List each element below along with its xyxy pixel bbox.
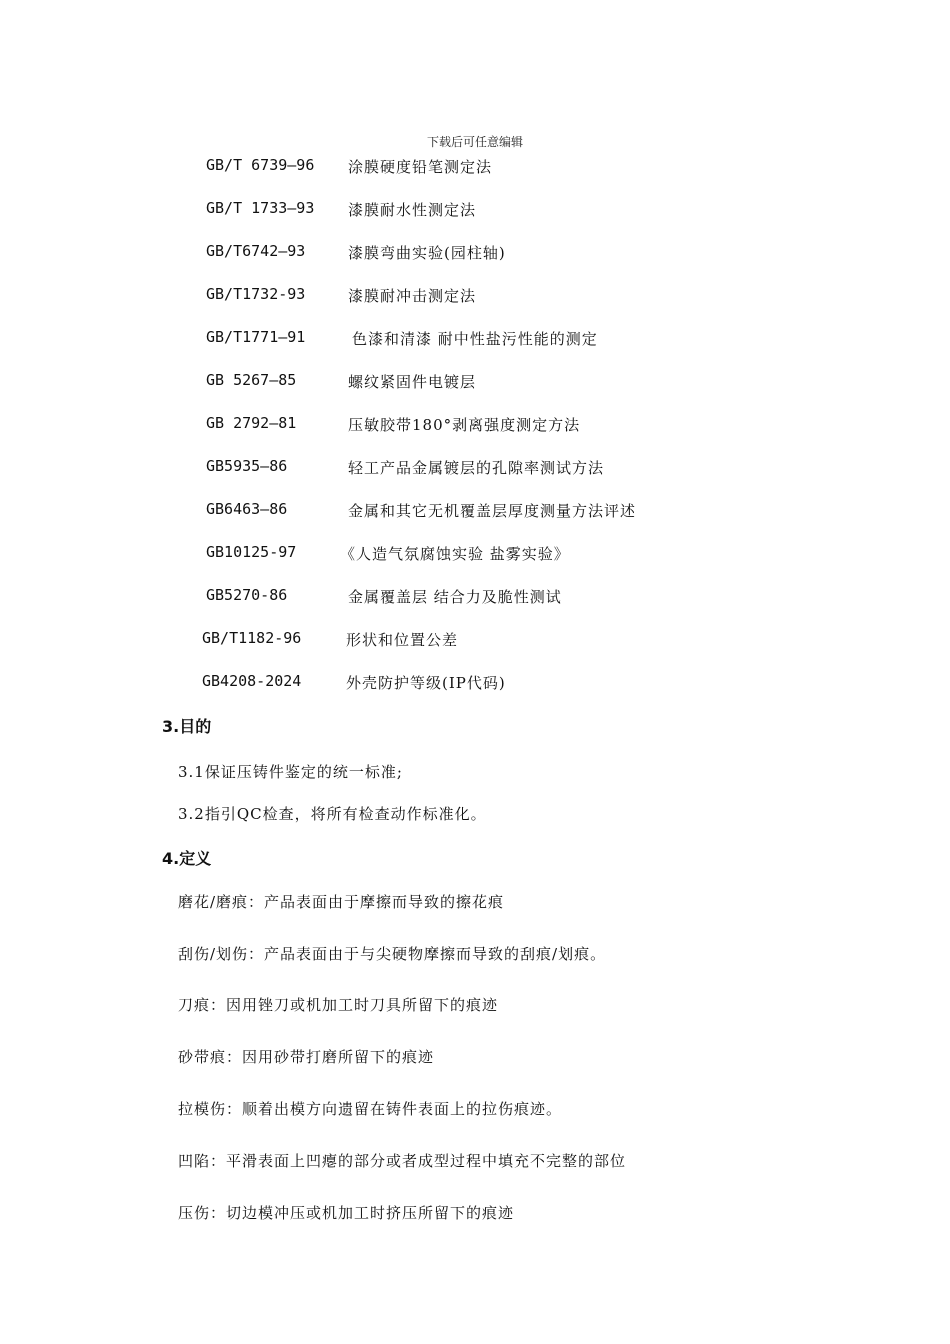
standard-code: GB/T1182-96 — [202, 629, 302, 647]
standard-code: GB 5267—85 — [206, 371, 297, 389]
standard-name: 《人造气氛腐蚀实验 盐雾实验》 — [340, 545, 570, 563]
section-heading-purpose: 3.目的 — [162, 717, 212, 736]
standard-name: 漆膜耐水性测定法 — [348, 201, 477, 219]
standard-code: GB5935—86 — [206, 457, 288, 475]
standard-name: 漆膜耐冲击测定法 — [348, 287, 477, 305]
header-note: 下载后可任意编辑 — [426, 135, 523, 149]
standard-code: GB10125-97 — [206, 543, 297, 561]
standard-name: 涂膜硬度铅笔测定法 — [348, 158, 493, 176]
purpose-item: 3.2指引QC检查，将所有检查动作标准化。 — [178, 805, 487, 823]
definition-item: 压伤：切边模冲压或机加工时挤压所留下的痕迹 — [178, 1204, 515, 1222]
standard-code: GB/T1732-93 — [206, 285, 306, 303]
section-heading-definitions: 4.定义 — [162, 849, 212, 868]
standard-code: GB/T 1733—93 — [206, 199, 315, 217]
standard-name: 金属和其它无机覆盖层厚度测量方法评述 — [348, 502, 637, 520]
standard-code: GB5270-86 — [206, 586, 288, 604]
definition-item: 凹陷：平滑表面上凹瘪的部分或者成型过程中填充不完整的部位 — [178, 1152, 627, 1170]
standard-name: 形状和位置公差 — [346, 631, 459, 649]
standard-code: GB 2792—81 — [206, 414, 297, 432]
standard-code: GB/T1771—91 — [206, 328, 306, 346]
definition-item: 刮伤/划伤：产品表面由于与尖硬物摩擦而导致的刮痕/划痕。 — [178, 945, 607, 963]
definition-item: 拉模伤：顺着出模方向遗留在铸件表面上的拉伤痕迹。 — [178, 1100, 563, 1118]
standard-name: 金属覆盖层 结合力及脆性测试 — [348, 588, 562, 606]
standard-code: GB4208-2024 — [202, 672, 302, 690]
standard-name: 螺纹紧固件电镀层 — [348, 373, 477, 391]
purpose-item: 3.1保证压铸件鉴定的统一标准; — [178, 763, 403, 781]
standard-code: GB6463—86 — [206, 500, 288, 518]
definition-item: 刀痕：因用锉刀或机加工时刀具所留下的痕迹 — [178, 996, 499, 1014]
definition-item: 磨花/磨痕：产品表面由于摩擦而导致的擦花痕 — [178, 893, 505, 911]
standard-name: 外壳防护等级(IP代码) — [346, 674, 506, 692]
standard-name: 色漆和清漆 耐中性盐污性能的测定 — [352, 330, 598, 348]
standard-name: 压敏胶带180°剥离强度测定方法 — [348, 416, 581, 434]
standard-name: 漆膜弯曲实验(园柱轴) — [348, 244, 506, 262]
standard-name: 轻工产品金属镀层的孔隙率测试方法 — [348, 459, 605, 477]
definition-item: 砂带痕：因用砂带打磨所留下的痕迹 — [178, 1048, 435, 1066]
standard-code: GB/T6742—93 — [206, 242, 306, 260]
standard-code: GB/T 6739—96 — [206, 156, 315, 174]
